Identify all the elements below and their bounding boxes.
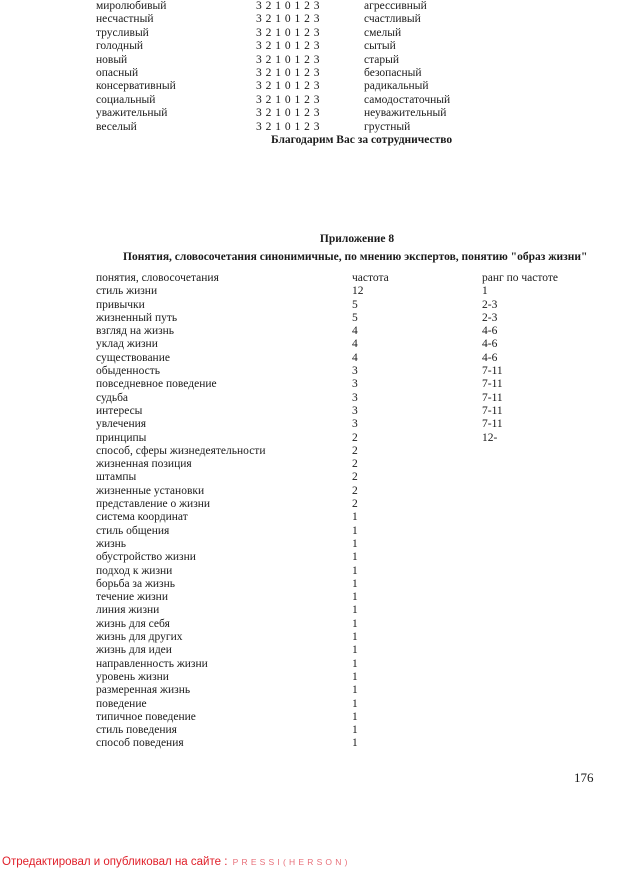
table-row bbox=[96, 671, 596, 684]
table-row bbox=[96, 525, 596, 538]
rank-cell: 2-3 bbox=[482, 298, 498, 311]
table-row bbox=[96, 711, 596, 724]
rank-cell: 4-6 bbox=[482, 325, 498, 338]
concept-cell: обустройство жизни bbox=[96, 551, 196, 564]
frequency-cell: 2 bbox=[352, 444, 358, 457]
table-row bbox=[96, 604, 596, 617]
table-row bbox=[96, 365, 596, 378]
table-row bbox=[96, 498, 596, 511]
right-adjective: счастливый bbox=[364, 13, 421, 26]
table-row bbox=[96, 578, 596, 591]
frequency-table bbox=[96, 272, 596, 751]
concept-cell: типичное поведение bbox=[96, 710, 196, 723]
concept-cell: принципы bbox=[96, 431, 147, 444]
table-row bbox=[96, 511, 596, 524]
table-row bbox=[96, 724, 596, 737]
frequency-cell: 1 bbox=[352, 524, 358, 537]
concept-cell: жизненный путь bbox=[96, 311, 178, 324]
frequency-cell: 1 bbox=[352, 684, 358, 697]
rank-cell: 7-11 bbox=[482, 404, 503, 417]
table-row bbox=[96, 392, 596, 405]
appendix-title: Приложение 8 bbox=[319, 233, 395, 245]
table-row bbox=[96, 485, 596, 498]
table-header-row bbox=[96, 272, 596, 285]
frequency-cell: 2 bbox=[352, 484, 358, 497]
table-row bbox=[96, 458, 596, 471]
scale-values: 3 2 1 0 1 2 3 bbox=[256, 53, 320, 66]
table-row bbox=[96, 631, 596, 644]
right-adjective: сытый bbox=[364, 40, 396, 53]
frequency-cell: 1 bbox=[352, 577, 358, 590]
table-row bbox=[96, 285, 596, 298]
rank-cell: 7-11 bbox=[482, 365, 503, 378]
appendix-subtitle: Понятия, словосочетания синонимичные, по мнению экспертов, понятию "образ жизни" bbox=[123, 251, 588, 263]
frequency-cell: 4 bbox=[352, 325, 358, 338]
frequency-cell: 1 bbox=[352, 670, 358, 683]
right-adjective: неуважительный bbox=[364, 107, 447, 120]
footer-text: Отредактировал и опубликовал на сайте bbox=[2, 856, 221, 868]
table-row bbox=[96, 338, 596, 351]
concept-cell: способ поведения bbox=[96, 737, 184, 750]
frequency-cell: 3 bbox=[352, 418, 358, 431]
frequency-cell: 5 bbox=[352, 298, 358, 311]
left-adjective: голодный bbox=[96, 40, 144, 53]
scale-row bbox=[96, 0, 496, 13]
rank-cell: 7-11 bbox=[482, 391, 503, 404]
table-row bbox=[96, 432, 596, 445]
footer-credit bbox=[2, 856, 351, 868]
concept-cell: стиль общения bbox=[96, 524, 170, 537]
concept-cell: жизнь для себя bbox=[96, 617, 170, 630]
left-adjective: миролюбивый bbox=[96, 0, 167, 12]
left-adjective: консервативный bbox=[96, 80, 176, 93]
frequency-cell: 2 bbox=[352, 458, 358, 471]
right-adjective: радикальный bbox=[364, 80, 429, 93]
concept-cell: жизненная позиция bbox=[96, 458, 192, 471]
frequency-cell: 1 bbox=[352, 617, 358, 630]
table-row bbox=[96, 299, 596, 312]
concept-cell: стиль жизни bbox=[96, 285, 158, 298]
scale-values: 3 2 1 0 1 2 3 bbox=[256, 40, 320, 53]
concept-cell: жизненные установки bbox=[96, 484, 205, 497]
frequency-cell: 2 bbox=[352, 431, 358, 444]
frequency-cell: 1 bbox=[352, 511, 358, 524]
left-adjective: опасный bbox=[96, 66, 139, 79]
concept-cell: система координат bbox=[96, 511, 188, 524]
table-row bbox=[96, 471, 596, 484]
right-adjective: смелый bbox=[364, 26, 402, 39]
right-adjective: самодостаточный bbox=[364, 93, 451, 106]
table-row bbox=[96, 418, 596, 431]
scale-values: 3 2 1 0 1 2 3 bbox=[256, 107, 320, 120]
frequency-cell: 1 bbox=[352, 551, 358, 564]
header-concepts: понятия, словосочетания bbox=[96, 272, 219, 284]
concept-cell: течение жизни bbox=[96, 591, 168, 604]
concept-cell: жизнь для других bbox=[96, 631, 183, 644]
scale-row bbox=[96, 40, 496, 53]
frequency-cell: 12 bbox=[352, 285, 364, 298]
semantic-differential-scale bbox=[96, 0, 496, 134]
scale-values: 3 2 1 0 1 2 3 bbox=[256, 26, 320, 39]
table-row bbox=[96, 445, 596, 458]
left-adjective: новый bbox=[96, 53, 128, 66]
table-row bbox=[96, 325, 596, 338]
scale-row bbox=[96, 67, 496, 80]
concept-cell: интересы bbox=[96, 404, 143, 417]
frequency-cell: 4 bbox=[352, 338, 358, 351]
concept-cell: линия жизни bbox=[96, 604, 160, 617]
rank-cell: 1 bbox=[482, 285, 488, 298]
frequency-cell: 5 bbox=[352, 311, 358, 324]
table-row bbox=[96, 312, 596, 325]
table-row bbox=[96, 565, 596, 578]
table-row bbox=[96, 658, 596, 671]
table-row bbox=[96, 644, 596, 657]
table-row bbox=[96, 591, 596, 604]
rank-cell: 7-11 bbox=[482, 378, 503, 391]
frequency-cell: 4 bbox=[352, 351, 358, 364]
rank-cell: 12- bbox=[482, 431, 498, 444]
scale-row bbox=[96, 27, 496, 40]
footer-separator: : bbox=[224, 856, 228, 868]
frequency-cell: 1 bbox=[352, 644, 358, 657]
rank-cell: 4-6 bbox=[482, 351, 498, 364]
scale-row bbox=[96, 54, 496, 67]
concept-cell: обыденность bbox=[96, 365, 161, 378]
concept-cell: взгляд на жизнь bbox=[96, 325, 175, 338]
concept-cell: представление о жизни bbox=[96, 498, 211, 511]
scale-row bbox=[96, 13, 496, 26]
table-row bbox=[96, 551, 596, 564]
frequency-cell: 1 bbox=[352, 591, 358, 604]
frequency-cell: 3 bbox=[352, 391, 358, 404]
concept-cell: уровень жизни bbox=[96, 670, 169, 683]
frequency-cell: 2 bbox=[352, 471, 358, 484]
table-row bbox=[96, 378, 596, 391]
table-row bbox=[96, 698, 596, 711]
concept-cell: борьба за жизнь bbox=[96, 577, 175, 590]
right-adjective: агрессивный bbox=[364, 0, 427, 12]
table-row bbox=[96, 684, 596, 697]
frequency-cell: 2 bbox=[352, 498, 358, 511]
scale-values: 3 2 1 0 1 2 3 bbox=[256, 66, 320, 79]
scale-values: 3 2 1 0 1 2 3 bbox=[256, 13, 320, 26]
table-row bbox=[96, 405, 596, 418]
rank-cell: 2-3 bbox=[482, 311, 498, 324]
right-adjective: грустный bbox=[364, 120, 411, 133]
frequency-cell: 3 bbox=[352, 404, 358, 417]
scale-values: 3 2 1 0 1 2 3 bbox=[256, 93, 320, 106]
left-adjective: уважительный bbox=[96, 107, 168, 120]
right-adjective: безопасный bbox=[364, 66, 422, 79]
concept-cell: привычки bbox=[96, 298, 145, 311]
concept-cell: жизнь bbox=[96, 537, 127, 550]
frequency-cell: 3 bbox=[352, 378, 358, 391]
table-row bbox=[96, 352, 596, 365]
rank-cell: 4-6 bbox=[482, 338, 498, 351]
frequency-cell: 1 bbox=[352, 537, 358, 550]
scale-row bbox=[96, 94, 496, 107]
concept-cell: стиль поведения bbox=[96, 724, 177, 737]
left-adjective: веселый bbox=[96, 120, 137, 133]
concept-cell: судьба bbox=[96, 391, 129, 404]
scale-values: 3 2 1 0 1 2 3 bbox=[256, 120, 320, 133]
frequency-cell: 1 bbox=[352, 737, 358, 750]
scale-row bbox=[96, 107, 496, 120]
table-row bbox=[96, 737, 596, 750]
page-number: 176 bbox=[574, 770, 594, 785]
frequency-cell: 1 bbox=[352, 697, 358, 710]
header-rank: ранг по частоте bbox=[482, 272, 558, 284]
scale-values: 3 2 1 0 1 2 3 bbox=[256, 80, 320, 93]
concept-cell: поведение bbox=[96, 697, 147, 710]
scale-row bbox=[96, 80, 496, 93]
concept-cell: способ, сферы жизнедеятельности bbox=[96, 444, 266, 457]
frequency-cell: 1 bbox=[352, 657, 358, 670]
footer-site-link[interactable]: PRESSI(HERSON) bbox=[232, 857, 351, 867]
concept-cell: штампы bbox=[96, 471, 137, 484]
scale-row bbox=[96, 121, 496, 134]
frequency-cell: 1 bbox=[352, 564, 358, 577]
concept-cell: существование bbox=[96, 351, 170, 364]
left-adjective: трусливый bbox=[96, 26, 149, 39]
left-adjective: несчастный bbox=[96, 13, 154, 26]
right-adjective: старый bbox=[364, 53, 400, 66]
scale-values: 3 2 1 0 1 2 3 bbox=[256, 0, 320, 12]
concept-cell: жизнь для идеи bbox=[96, 644, 172, 657]
table-row bbox=[96, 538, 596, 551]
concept-cell: уклад жизни bbox=[96, 338, 158, 351]
header-frequency: частота bbox=[352, 272, 389, 284]
frequency-cell: 1 bbox=[352, 604, 358, 617]
frequency-cell: 1 bbox=[352, 724, 358, 737]
concept-cell: подход к жизни bbox=[96, 564, 173, 577]
frequency-cell: 3 bbox=[352, 365, 358, 378]
rank-cell: 7-11 bbox=[482, 418, 503, 431]
frequency-cell: 1 bbox=[352, 710, 358, 723]
left-adjective: социальный bbox=[96, 93, 156, 106]
concept-cell: увлечения bbox=[96, 418, 147, 431]
concept-cell: повседневное поведение bbox=[96, 378, 217, 391]
table-row bbox=[96, 618, 596, 631]
concept-cell: размеренная жизнь bbox=[96, 684, 191, 697]
frequency-cell: 1 bbox=[352, 631, 358, 644]
thanks-note: Благодарим Вас за сотрудничество bbox=[271, 134, 453, 146]
concept-cell: направленность жизни bbox=[96, 657, 208, 670]
